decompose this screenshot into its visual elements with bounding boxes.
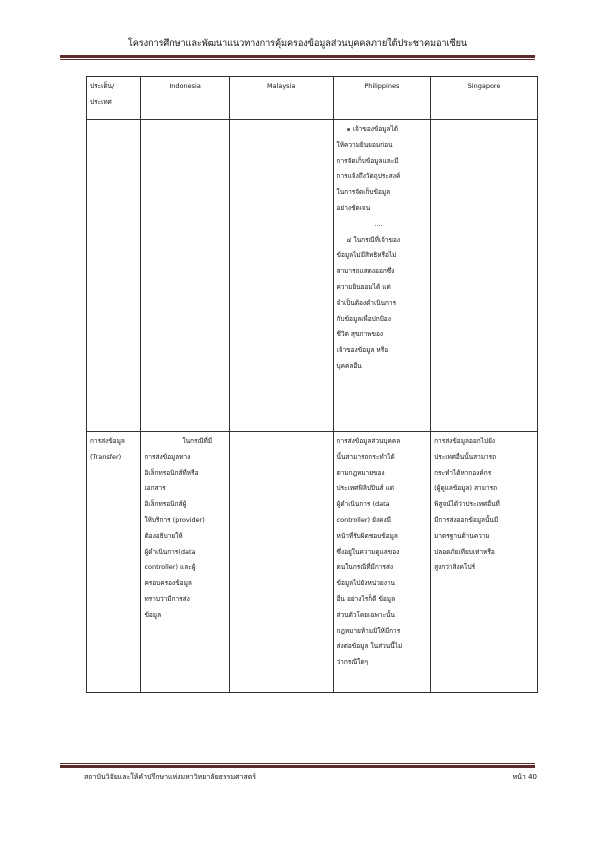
cell-line: ในกรณีที่มี [182,437,213,445]
cell-line: ส่งต่อข้อมูล ในส่วนนี้ไม่ [336,642,403,651]
footer-page-number: หน้า 40 [512,773,537,781]
cell-line: การส่งข้อมูลออกไปยัง [434,437,496,445]
cell-line: อิเล็กทรอนิกส์ผู้ [144,500,187,509]
cell-line: ครอบครองข้อมูล [144,579,192,588]
cell-line: ประเทศฟิลิปปินส์ แต่ [336,484,394,493]
cell-line: controller) ยังคงมี [336,515,391,524]
cell-line: ๑ เจ้าของข้อมูลได้ [346,125,399,133]
cell-line: ๔ ในกรณีที่เจ้าของ [346,235,401,244]
cell-line: ในการจัดเก็บข้อมูล [336,188,391,197]
header-topic-country: ประเด็น/ ประเทศ [87,77,141,120]
header-rule-thin [60,59,535,60]
cell-malaysia-empty [229,120,333,432]
cell-line: ข้อมูล [144,610,162,619]
table-header-row [87,77,538,120]
footer-rule-thin [60,763,535,764]
cell-line: บุคคลอื่น [336,361,362,370]
cell-line: ให้บริการ (provider) [144,515,205,524]
cell-line: การส่งข้อมูลทาง [144,452,191,461]
cell-line: .... [374,219,383,228]
footer-institution: สถาบันวิจัยและให้คำปรึกษาแห่งมหาวิทยาลัยธรรมศาสตร์ [84,773,257,781]
cell-line: หน้าที่รับผิดชอบข้อมูล [336,531,398,540]
cell-line: ชีวิต สุขภาพของ [336,330,384,339]
cell-line: จำเป็นต้องดำเนินการ [336,298,397,307]
cell-line: มีการส่งออกข้อมูลนั้นมี [434,515,499,524]
cell-philippines-transfer [333,432,431,693]
cell-topic-transfer [87,432,141,693]
cell-philippines-consent [333,120,431,432]
cell-line: อย่างชัดเจน [336,203,371,212]
cell-line: การส่งข้อมูลส่วนบุคคล [336,437,401,445]
cell-line: ทราบว่ามีการส่ง [144,594,190,603]
table-row [87,432,538,693]
cell-line: ตามกฎหมายของ [336,468,385,477]
cell-line: controller) และผู้ [144,563,196,572]
cell-line: กฎหมายห้ามมิให้มีการ [336,626,401,635]
cell-line: ต้องอธิบายให้ [144,531,183,540]
cell-line: เอกสาร [144,484,166,493]
page-header-title: โครงการศึกษาและพัฒนาแนวทางการคุ้มครองข้อมูลส่วนบุคคลภายใต้ประชาคมอาเซียน [127,38,468,49]
cell-singapore-transfer [431,432,538,693]
cell-line: ข้อมูลไม่มีสิทธิหรือไม่ [336,251,397,260]
cell-line: อิเล็กทรอนิกส์ที่หรือ [144,468,199,477]
cell-malaysia-transfer-empty [229,432,333,693]
cell-line: ส่วนตัวโดยเฉพาะนั้น [336,610,395,619]
cell-line: พิสูจน์ได้ว่าประเทศอื่นที่ [434,500,500,509]
cell-line: มาตรฐานด้านความ [434,531,490,540]
cell-singapore-empty [431,120,538,432]
cell-line: การจัดเก็บข้อมูลและมี [336,156,399,165]
cell-line: (Transfer) [90,452,122,461]
header-rule-thick [60,55,535,58]
cell-line: เจ้าของข้อมูล หรือ [336,346,389,355]
cell-line: (ผู้ดูแลข้อมูล) สามารถ [434,484,498,493]
header-malaysia: Malaysia [229,77,333,120]
cell-line: ผู้ดำเนินการ (data [336,500,390,509]
cell-line: ซึ่งอยู่ในความดูแลของ [336,547,400,556]
cell-line: กับข้อมูลเพื่อปกป้อง [336,314,391,323]
header-philippines: Philippines [333,77,431,120]
cell-line: ความยินยอมได้ แต่ [336,282,391,291]
cell-topic-empty [87,120,141,432]
table-row [87,120,538,432]
cell-line: ตนในกรณีที่มีการส่ง [336,563,394,572]
cell-line: การส่งข้อมูล [90,437,125,445]
cell-line: ปลอดภัยเทียบเท่าหรือ [434,547,495,556]
header-indonesia: Indonesia [141,77,229,120]
cell-line: อื่น อย่างไรก็ดี ข้อมูล [336,594,396,603]
cell-line: กระทำได้หากองค์กร [434,468,492,477]
cell-line: สามารถแสดงออกซึ่ง [336,267,395,276]
footer-rule-thick [60,765,535,768]
cell-line: ข้อมูลไปยังหน่วยงาน [336,579,395,588]
cell-line: นั้นสามารถกระทำได้ [336,452,395,461]
cell-line: ว่ากรณีใดๆ [336,658,369,667]
cell-line: สูงกว่าสิงคโปร์ [434,563,476,572]
cell-line: การแจ้งถึงวัตถุประสงค์ [336,172,401,181]
cell-indonesia-transfer [141,432,229,693]
cell-line: ให้ความยินยอมก่อน [336,140,393,149]
cell-line: ประเทศอื่นนั้นสามารถ [434,452,497,461]
header-singapore: Singapore [431,77,538,120]
comparison-table [86,76,538,693]
cell-line: ผู้ดำเนินการ(data [144,547,196,556]
cell-indonesia-empty [141,120,229,432]
